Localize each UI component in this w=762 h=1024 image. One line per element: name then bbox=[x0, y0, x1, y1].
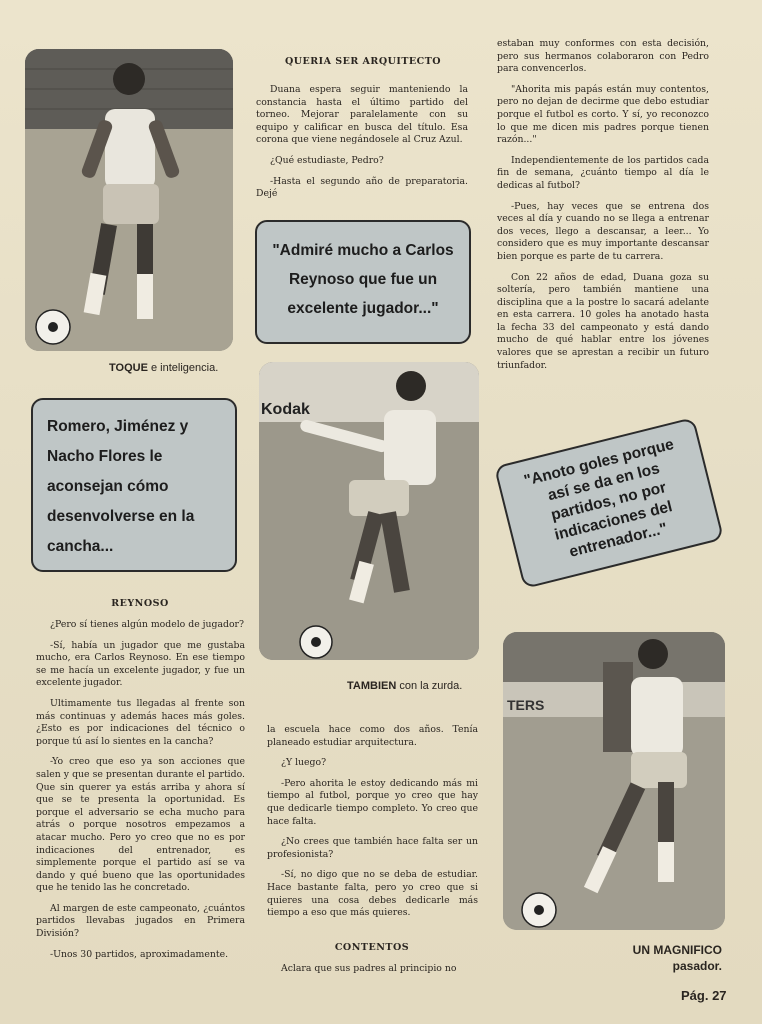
paragraph: -Sí, no digo que no se deba de estudiar. Hace bastante falta, pero yo creo que si quieres una cosa debes dedicarle más tiempo a eso que más quieres. bbox=[267, 869, 478, 919]
caption-photo1 bbox=[109, 362, 218, 374]
page-number: Pág. 27 bbox=[681, 988, 727, 1003]
pull-quote-text: "Anoto goles porque así se da en los partidos, no por indicaciones del entrenador..." bbox=[522, 435, 676, 561]
photo-magnifico bbox=[503, 632, 725, 930]
pull-quote-text: "Admiré mucho a Carlos Reynoso que fue un excelente jugador..." bbox=[272, 242, 454, 317]
paragraph: Al margen de este campeonato, ¿cuántos partidos llevabas jugados en Primera División? bbox=[36, 902, 245, 940]
paragraph: "Ahorita mis papás están muy contentos, pero no dejan de decirme que debo estudiar porque el futbol es corto. Y sí, yo reconozco lo que me dicen mis padres porque tienen razón..." bbox=[497, 83, 709, 146]
paragraph: la escuela hace como dos años. Tenía planeado estudiar arquitectura. bbox=[267, 724, 478, 748]
ters-banner: TERS bbox=[507, 697, 545, 713]
paragraph: ¿Qué estudiaste, Pedro? bbox=[270, 154, 384, 166]
caption-photo2-rest: con la zurda. bbox=[396, 680, 463, 692]
paragraph: -Yo creo que eso ya son acciones que salen y que se presentan durante el partido. Que sin querer ya estás arriba y ahora sí que se te presenta la oportunidad. Es porque el adversario se echa mucho para atrás o porque nosotros empezamos a atacar mucho. Pero yo creo que no es por indicaciones del entrenador, es simplemente porque el partido así se va dando y qué bueno que las oportunidades que he tenido las he concretado. bbox=[36, 756, 245, 894]
paragraph: Ultimamente tus llegadas al frente son más continuas y además haces más goles. ¿Esto es por indicaciones del técnico o porque tú así lo sientes en la cancha? bbox=[36, 697, 245, 747]
kodak-banner: Kodak bbox=[261, 401, 310, 418]
caption-photo3-line2: pasador. bbox=[672, 959, 722, 973]
caption-photo2 bbox=[347, 680, 462, 692]
player-dribbling-image bbox=[25, 49, 233, 351]
paragraph: Independientemente de los partidos cada fin de semana, ¿cuánto tiempo al día le dedicas al futbol? bbox=[497, 154, 709, 191]
caption-photo2-bold: TAMBIEN bbox=[347, 680, 397, 692]
heading-queria: QUERIA SER ARQUITECTO bbox=[284, 56, 442, 67]
caption-photo3 bbox=[600, 942, 722, 974]
paragraph: -Pues, hay veces que se entrena dos veces al día y cuando no se llega a entrenar dos veces, llego a descansar, a leer... Yo considero que es muy importante descansar bien porque es parte de tu carrera. bbox=[497, 200, 709, 262]
col3-top-text bbox=[497, 38, 709, 380]
col1-bottom-text bbox=[36, 619, 245, 969]
paragraph: -Unos 30 partidos, aproximadamente. bbox=[50, 948, 229, 960]
paragraph: -Sí, había un jugador que me gustaba mucho, era Carlos Reynoso. En ese tiempo se me hacía un excelente jugador, y fue un excelente jugador. bbox=[36, 639, 245, 689]
pull-quote-consejos bbox=[31, 398, 237, 572]
caption-photo3-line1: UN MAGNIFICO bbox=[632, 943, 722, 957]
pull-quote-text: Romero, Jiménez y Nacho Flores le aconsejan cómo desenvolverse en la cancha... bbox=[47, 418, 195, 555]
player-kicking-image bbox=[259, 362, 479, 660]
paragraph: ¿Y luego? bbox=[281, 757, 327, 769]
paragraph: Con 22 años de edad, Duana goza su soltería, pero también mantiene una disciplina que a la postre lo sacará adelante en esta carrera. 10 goles ha anotado hasta la fecha 33 del campeonato y está dando mucho de qué hablar entre los jóvenes valores que se aprestan a recibir un futuro triunfador. bbox=[497, 271, 709, 371]
col2-top-text bbox=[256, 84, 468, 209]
paragraph: -Pero ahorita le estoy dedicando más mi tiempo al futbol, porque yo creo que hay que dedicarle tiempo completo. Yo creo que hace falta. bbox=[267, 777, 478, 827]
photo-zurda bbox=[259, 362, 479, 660]
paragraph: ¿Pero sí tienes algún modelo de jugador? bbox=[50, 619, 244, 630]
photo-toque bbox=[25, 49, 233, 351]
caption-photo1-rest: e inteligencia. bbox=[147, 362, 219, 374]
paragraph: estaban muy conformes con esta decisión, pero sus hermanos colaboraron con Pedro para convencerlos. bbox=[497, 38, 709, 75]
col2-end-text bbox=[267, 963, 478, 984]
paragraph: ¿No crees que también hace falta ser un profesionista? bbox=[267, 836, 478, 860]
pull-quote-reynoso bbox=[255, 220, 471, 344]
paragraph: Aclara que sus padres al principio no bbox=[281, 963, 457, 974]
heading-reynoso: REYNOSO bbox=[111, 598, 169, 609]
col2-bottom-text bbox=[267, 724, 478, 928]
paragraph: -Hasta el segundo año de preparatoria. Dejé bbox=[256, 175, 468, 200]
caption-photo1-bold: TOQUE bbox=[109, 362, 148, 374]
pull-quote-goles bbox=[494, 417, 724, 589]
player-passing-image bbox=[503, 632, 725, 930]
paragraph: Duana espera seguir manteniendo la constancia hasta el último partido del torneo. Mejorar paralelamente con su equipo y calificar en busca del título. Esa corona que viene negándosele al Cruz Azul. bbox=[256, 84, 468, 146]
heading-contentos: CONTENTOS bbox=[334, 942, 410, 953]
